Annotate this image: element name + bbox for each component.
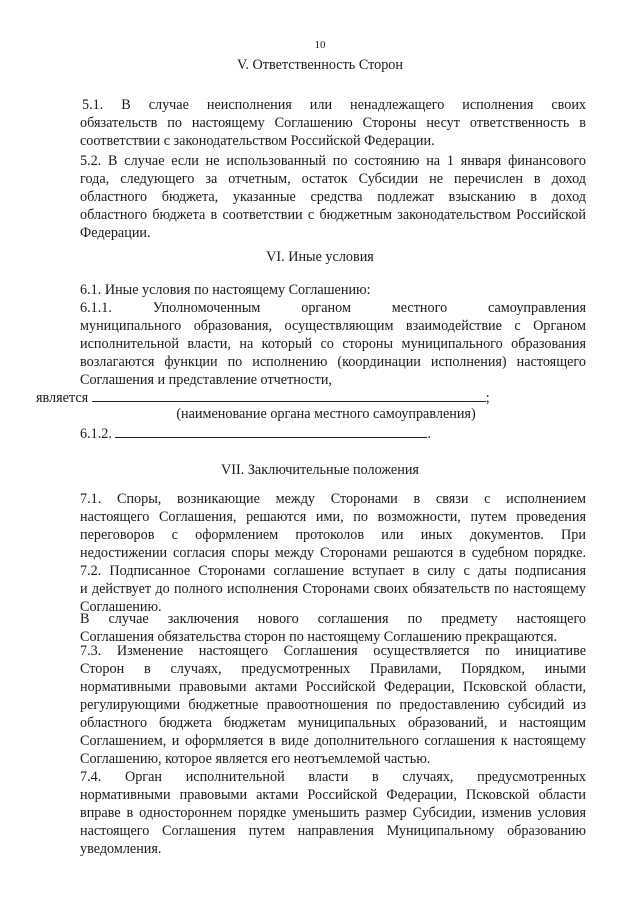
paragraph-line: соответствии с законодательством Российской Федерации. — [80, 133, 435, 149]
paragraph-line: областного бюджета, указанные средства подлежат взысканию в доход — [80, 189, 586, 205]
section-6-title: VI. Иные условия — [266, 249, 374, 265]
paragraph-line: исполнительной власти, на который со стороны муниципального образования — [80, 336, 586, 352]
paragraph-line: и действует до полного исполнения Сторонами своих обязательств по настоящему — [80, 581, 586, 597]
paragraph-line: 5.1. В случае неисполнения или ненадлежащего исполнения своих — [82, 97, 586, 113]
paragraph-line: переговоров с оформлением протоколов или иных документов. При — [80, 527, 586, 543]
is-label: является — [36, 390, 89, 406]
item-6-1-2-label: 6.1.2. — [80, 426, 112, 442]
paragraph-line: нормативными правовыми актами Российской Федерации, Псковской области, — [80, 679, 586, 695]
responsible-body-caption: (наименование органа местного самоуправления) — [176, 406, 476, 422]
paragraph-line: 7.3. Изменение настоящего Соглашения осуществляется по инициативе — [80, 643, 586, 659]
paragraph-7-1 — [80, 490, 586, 562]
paragraph-line: настоящего Соглашения путем направления Муниципальному образованию — [80, 823, 586, 839]
paragraph-line: регулирующими бюджетные правоотношения по предоставлению субсидий из — [80, 697, 586, 713]
paragraph-line: нормативными правовыми актами Российской Федерации, Псковской области — [80, 787, 586, 803]
paragraph-line: уведомления. — [80, 841, 162, 857]
paragraph-line: обязательств по настоящему Соглашению Стороны несут ответственность в — [80, 115, 586, 131]
paragraph-line: Соглашением, и оформляется в виде дополнительного соглашения к настоящему — [80, 733, 586, 749]
responsible-body-blank[interactable] — [92, 389, 486, 402]
paragraph-line: Федерации. — [80, 225, 151, 241]
paragraph-6-1-1 — [80, 299, 586, 389]
paragraph-line: В случае заключения нового соглашения по предмету настоящего — [80, 611, 586, 627]
paragraph-7-3 — [80, 642, 586, 768]
paragraph-5-2 — [80, 152, 586, 242]
paragraph-line: муниципального образования, осуществляющим взаимодействие с Органом — [80, 318, 586, 334]
is-end: ; — [485, 390, 490, 406]
paragraph-line: возлагаются функции по исполнению (координации исполнения) настоящего — [80, 354, 586, 370]
paragraph-line: областного бюджета бюджетам муниципальных образований, и настоящим — [80, 715, 586, 731]
item-6-1-2-row — [80, 425, 586, 443]
paragraph-line: вправе в одностороннем порядке уменьшить размер Субсидии, изменив условия — [80, 805, 586, 821]
paragraph-line: 7.2. Подписанное Сторонами соглашение вступает в силу с даты подписания — [80, 563, 586, 579]
paragraph-line: Соглашению, которое является его неотъемлемой частью. — [80, 751, 431, 767]
paragraph-line: 5.2. В случае если не использованный по состоянию на 1 января финансового — [80, 153, 586, 169]
paragraph-line: областного бюджета в соответствии с бюджетным законодательством Российской — [80, 207, 586, 223]
paragraph-7-4 — [80, 768, 586, 858]
paragraph-line: Соглашения обязательства сторон по настоящему Соглашению прекращаются. — [80, 629, 558, 645]
paragraph-7-2-cont — [80, 610, 586, 646]
section-5-title: V. Ответственность Сторон — [237, 57, 403, 73]
paragraph-line: 6.1.1. Уполномоченным органом местного самоуправления — [80, 300, 586, 316]
page-number: 10 — [314, 39, 326, 51]
paragraph-6-1 — [80, 281, 586, 299]
paragraph-line: Соглашению. — [80, 599, 162, 615]
paragraph-7-2 — [80, 562, 586, 616]
paragraph-line: 7.4. Орган исполнительной власти в случаях, предусмотренных — [80, 769, 586, 785]
paragraph-line: недостижении согласия споры между Сторонами решаются в судебном порядке. — [80, 545, 586, 561]
paragraph-5-1 — [80, 96, 586, 150]
paragraph-line: года, следующего за отчетным, остаток Субсидии не перечислен в доход — [80, 171, 586, 187]
section-7-title: VII. Заключительные положения — [221, 462, 419, 478]
paragraph-line: Соглашения и представление отчетности, — [80, 372, 332, 388]
item-6-1-2-blank[interactable] — [115, 425, 427, 438]
paragraph-line: настоящего Соглашения, решаются ими, по возможности, путем проведения — [80, 509, 586, 525]
paragraph-line: 6.1. Иные условия по настоящему Соглашению: — [80, 282, 371, 298]
paragraph-line: 7.1. Споры, возникающие между Сторонами в связи с исполнением — [80, 491, 586, 507]
item-6-1-2-end: . — [427, 426, 432, 442]
paragraph-line: Сторон в случаях, предусмотренных Правилами, Порядком, иными — [80, 661, 586, 677]
